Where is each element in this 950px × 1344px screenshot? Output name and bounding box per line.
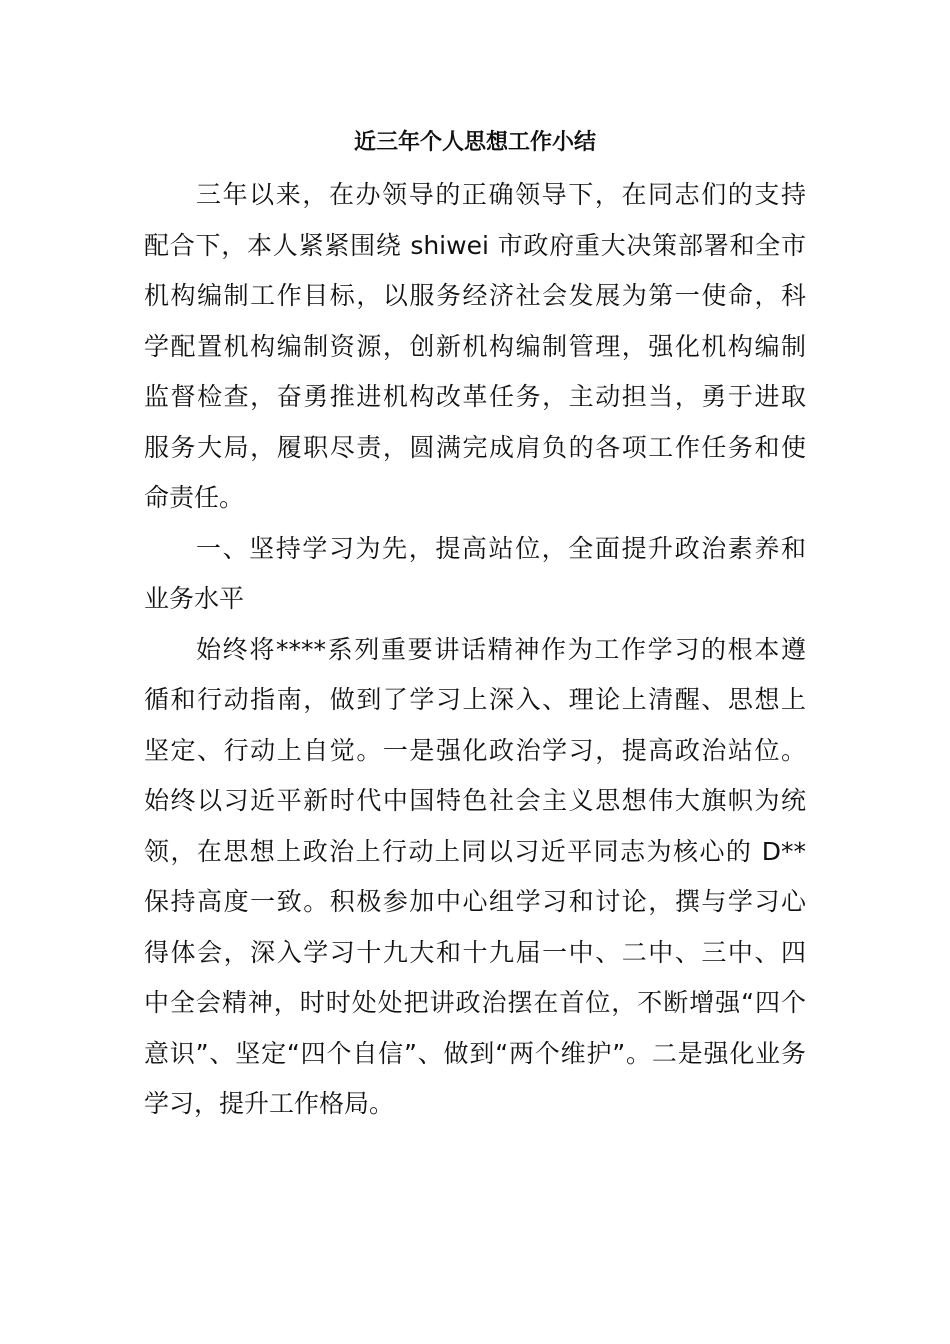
text-line: 始终将****系列重要讲话精神作为工作学习的根本遵: [196, 634, 806, 664]
text-line: 命责任。: [144, 483, 245, 512]
text-line: 业务水平: [144, 584, 245, 613]
text-line: 意识”、坚定“四个自信”、做到“两个维护”。二是强化业务: [144, 1038, 806, 1068]
text-line: 循和行动指南，做到了学习上深入、理论上清醒、思想上: [144, 685, 806, 714]
text-line: 监督检查，奋勇推进机构改革任务，主动担当，勇于进取: [144, 382, 806, 411]
document-title: 近三年个人思想工作小结: [353, 130, 596, 155]
text-line: 学配置机构编制资源，创新机构编制管理，强化机构编制: [144, 331, 806, 361]
text-line: 始终以习近平新时代中国特色社会主义思想伟大旗帜为统: [144, 786, 806, 815]
text-line: 领，在思想上政治上行动上同以习近平同志为核心的 D**: [144, 836, 806, 866]
text-line: 坚定、行动上自觉。一是强化政治学习，提高政治站位。: [144, 735, 806, 765]
text-line: 中全会精神，时时处处把讲政治摆在首位，不断增强“四个: [144, 988, 806, 1017]
text-line: 得体会，深入学习十九大和十九届一中、二中、三中、四: [144, 937, 806, 967]
text-line: 保持高度一致。积极参加中心组学习和讨论，撰与学习心: [144, 887, 806, 916]
text-line: 一、坚持学习为先，提高站位，全面提升政治素养和: [196, 533, 806, 563]
text-line: 配合下，本人紧紧围绕 shiwei 市政府重大决策部署和全市: [144, 230, 806, 260]
text-line: 学习，提升工作格局。: [144, 1089, 395, 1118]
document-body: [144, 170, 806, 1130]
text-line: 机构编制工作目标，以服务经济社会发展为第一使命，科: [144, 281, 806, 310]
text-line: 三年以来，在办领导的正确领导下，在同志们的支持: [196, 180, 806, 209]
text-line: 服务大局，履职尽责，圆满完成肩负的各项工作任务和使: [144, 432, 806, 462]
